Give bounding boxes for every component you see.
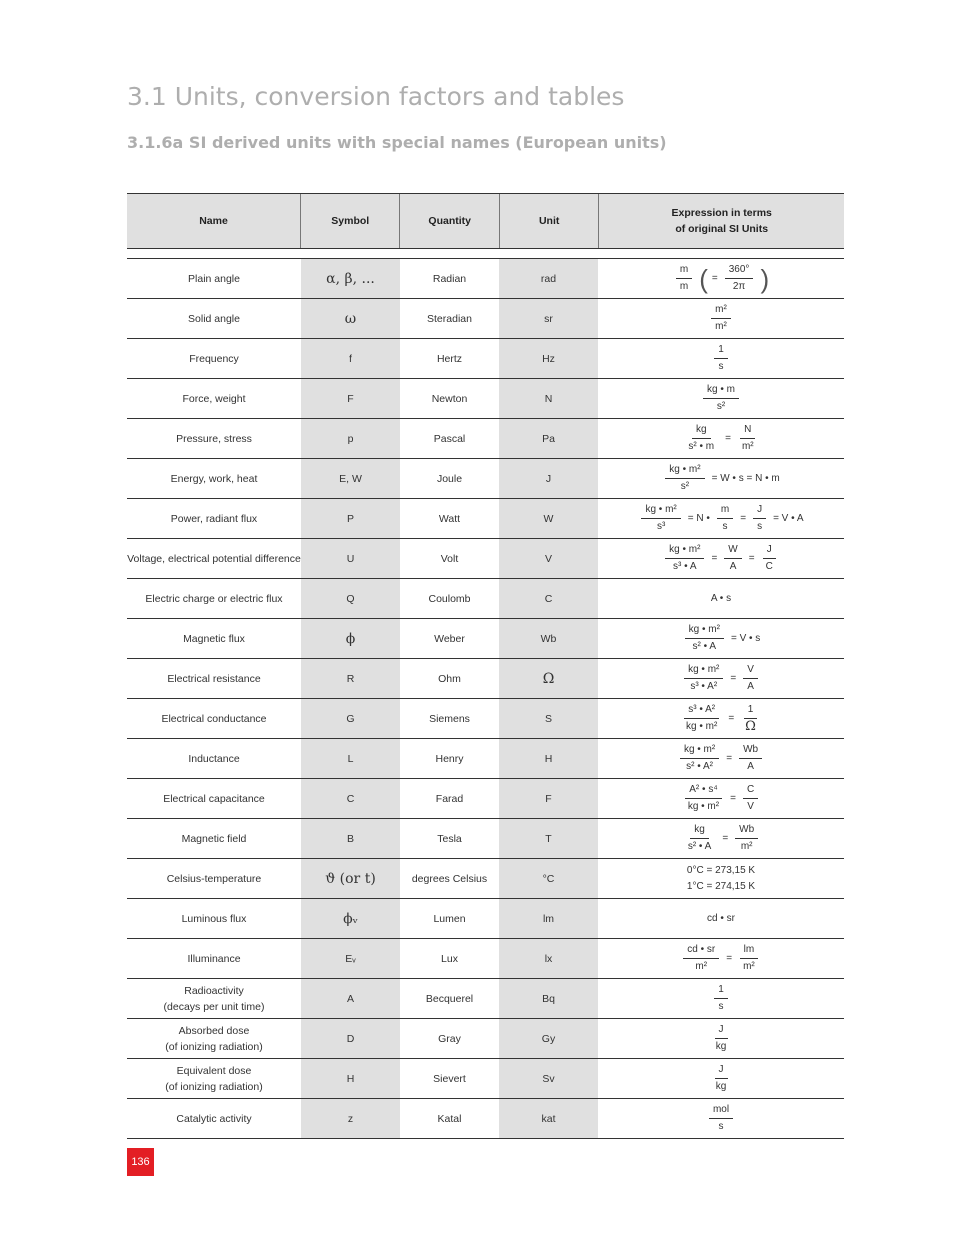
fraction bbox=[743, 783, 758, 814]
fraction bbox=[738, 423, 758, 454]
fraction bbox=[684, 783, 723, 814]
cell-symbol: P bbox=[301, 499, 400, 538]
table-row bbox=[127, 739, 844, 779]
cell-symbol: U bbox=[301, 539, 400, 578]
expression-text: = bbox=[711, 272, 718, 284]
cell-quantity: Joule bbox=[436, 472, 463, 485]
fraction bbox=[743, 663, 758, 694]
cell-symbol: ϕᵥ bbox=[301, 899, 400, 938]
fraction-numerator: kg • m² bbox=[665, 543, 704, 559]
cell-unit: °C bbox=[499, 859, 598, 898]
fraction-numerator: Wb bbox=[739, 743, 762, 759]
cell-unit: lm bbox=[499, 899, 598, 938]
expression-text: = W • s = N • m bbox=[711, 472, 780, 484]
expression-text: = V • A bbox=[773, 512, 804, 524]
fraction-numerator: J bbox=[763, 543, 776, 559]
fraction bbox=[712, 1023, 731, 1054]
cell-symbol: p bbox=[301, 419, 400, 458]
fraction-denominator: s bbox=[718, 1121, 724, 1132]
table-row bbox=[127, 859, 844, 899]
cell-unit: Sv bbox=[499, 1059, 598, 1098]
cell-expression bbox=[598, 819, 844, 858]
cell-name: Magnetic flux bbox=[183, 632, 245, 645]
si-units-table bbox=[127, 193, 844, 1139]
column-header-quantity: Quantity bbox=[399, 194, 498, 248]
fraction bbox=[714, 983, 728, 1014]
cell-quantity: Ohm bbox=[438, 672, 461, 685]
expression-text: = bbox=[730, 792, 736, 804]
cell-symbol: C bbox=[301, 779, 400, 818]
expression-text: = V • s bbox=[730, 632, 761, 644]
cell-unit: W bbox=[499, 499, 598, 538]
page-title: 3.1 Units, conversion factors and tables bbox=[127, 82, 625, 111]
cell-quantity: Tesla bbox=[437, 832, 462, 845]
cell-expression bbox=[598, 499, 844, 538]
si-expression bbox=[711, 343, 731, 374]
si-expression bbox=[681, 663, 761, 694]
cell-unit: Wb bbox=[499, 619, 598, 658]
fraction bbox=[684, 823, 716, 854]
table-row bbox=[127, 699, 844, 739]
table-row bbox=[127, 899, 844, 939]
fraction-denominator: kg • m² bbox=[687, 801, 720, 812]
expression-text: A • s bbox=[710, 592, 732, 604]
expression-text: = bbox=[726, 752, 733, 764]
si-expression bbox=[708, 303, 734, 334]
si-expression bbox=[706, 1103, 736, 1134]
si-expression bbox=[680, 943, 761, 974]
fraction-numerator: s³ • A² bbox=[684, 703, 719, 719]
si-expression bbox=[709, 1063, 734, 1094]
cell-quantity: Newton bbox=[431, 392, 468, 405]
cell-name: Solid angle bbox=[188, 312, 240, 325]
cell-unit: lx bbox=[499, 939, 598, 978]
fraction bbox=[709, 1103, 733, 1134]
cell-name: Voltage, electrical potential difference bbox=[127, 552, 301, 565]
cell-expression bbox=[598, 1059, 844, 1098]
fraction bbox=[703, 383, 739, 414]
si-expression bbox=[682, 623, 761, 654]
table-row bbox=[127, 379, 844, 419]
table-body bbox=[127, 259, 844, 1139]
cell-name: Electrical conductance bbox=[161, 712, 267, 725]
expression-text: = bbox=[726, 952, 733, 964]
cell-unit: H bbox=[499, 739, 598, 778]
si-expression bbox=[709, 1023, 734, 1054]
cell-unit: N bbox=[499, 379, 598, 418]
fraction-numerator: V bbox=[743, 663, 758, 679]
cell-quantity: Lux bbox=[441, 952, 458, 965]
fraction-denominator: s² • m bbox=[688, 441, 715, 452]
cell-symbol: Eᵥ bbox=[301, 939, 400, 978]
cell-symbol: α, β, ... bbox=[301, 259, 400, 298]
fraction-denominator: A bbox=[747, 761, 754, 772]
cell-quantity: Pascal bbox=[433, 432, 466, 445]
fraction-denominator: s³ • A² bbox=[690, 681, 718, 692]
cell-expression bbox=[598, 1099, 844, 1138]
cell-name: Electrical resistance bbox=[167, 672, 261, 685]
cell-quantity: Steradian bbox=[427, 312, 472, 325]
cell-unit: F bbox=[499, 779, 598, 818]
column-header-expression: Expression in terms of original SI Units bbox=[598, 194, 844, 248]
si-expression bbox=[681, 823, 761, 854]
si-expression bbox=[673, 263, 769, 294]
fraction bbox=[735, 823, 758, 854]
cell-expression bbox=[598, 859, 844, 898]
cell-quantity: Volt bbox=[440, 552, 459, 565]
fraction-denominator: s² bbox=[680, 481, 690, 492]
cell-quantity: Gray bbox=[438, 1032, 461, 1045]
table-row bbox=[127, 499, 844, 539]
fraction-numerator: kg • m² bbox=[641, 503, 680, 519]
cell-expression bbox=[598, 659, 844, 698]
cell-unit: C bbox=[499, 579, 598, 618]
fraction bbox=[739, 943, 759, 974]
cell-quantity: Hertz bbox=[436, 352, 463, 365]
fraction bbox=[682, 703, 721, 734]
fraction-numerator: kg • m² bbox=[665, 463, 704, 479]
cell-quantity: Radian bbox=[432, 272, 467, 285]
si-expression bbox=[662, 543, 780, 574]
cell-symbol: B bbox=[301, 819, 400, 858]
fraction-denominator: kg bbox=[715, 1081, 727, 1092]
expression-text: = bbox=[730, 672, 737, 684]
fraction bbox=[683, 943, 719, 974]
si-expression bbox=[711, 983, 731, 1014]
cell-name: Luminous flux bbox=[181, 912, 247, 925]
cell-unit: S bbox=[499, 699, 598, 738]
cell-name: Force, weight bbox=[182, 392, 246, 405]
fraction-denominator: C bbox=[765, 561, 773, 572]
cell-name: Radioactivity (decays per unit time) bbox=[163, 984, 265, 1013]
cell-expression bbox=[598, 1019, 844, 1058]
table-row bbox=[127, 939, 844, 979]
cell-name: Electric charge or electric flux bbox=[145, 592, 283, 605]
fraction-denominator: m bbox=[679, 281, 689, 292]
table-row bbox=[127, 579, 844, 619]
fraction bbox=[711, 303, 731, 334]
fraction-numerator: 1 bbox=[714, 983, 728, 999]
cell-symbol: ω bbox=[301, 299, 400, 338]
fraction-numerator: 360° bbox=[725, 263, 754, 279]
fraction-denominator: s bbox=[722, 521, 728, 532]
fraction-denominator: s³ bbox=[656, 521, 666, 532]
fraction-numerator: m² bbox=[711, 303, 731, 319]
expression-text: cd • sr bbox=[707, 912, 735, 924]
cell-expression bbox=[598, 939, 844, 978]
fraction bbox=[684, 423, 718, 454]
cell-symbol: A bbox=[301, 979, 400, 1018]
cell-expression bbox=[598, 259, 844, 298]
si-expression bbox=[677, 743, 765, 774]
fraction bbox=[685, 623, 724, 654]
cell-unit: kat bbox=[499, 1099, 598, 1138]
cell-unit: V bbox=[499, 539, 598, 578]
cell-quantity: Weber bbox=[434, 632, 465, 645]
fraction bbox=[741, 703, 760, 734]
fraction-denominator: A bbox=[729, 561, 737, 572]
fraction bbox=[724, 543, 741, 574]
cell-symbol: E, W bbox=[301, 459, 400, 498]
cell-name: Equivalent dose (of ionizing radiation) bbox=[165, 1064, 263, 1093]
fraction bbox=[717, 503, 733, 534]
fraction-denominator: kg • m² bbox=[686, 721, 718, 732]
expression-text: = bbox=[748, 552, 755, 564]
cell-expression bbox=[598, 299, 844, 338]
cell-quantity: Lumen bbox=[433, 912, 466, 925]
fraction bbox=[753, 503, 766, 534]
cell-symbol: L bbox=[301, 739, 400, 778]
fraction-numerator: C bbox=[743, 783, 758, 799]
fraction-denominator: kg bbox=[715, 1041, 727, 1052]
table-row bbox=[127, 419, 844, 459]
table-row bbox=[127, 1099, 844, 1139]
fraction-numerator: lm bbox=[740, 943, 759, 959]
page-number: 136 bbox=[127, 1148, 154, 1176]
cell-name: Energy, work, heat bbox=[170, 472, 258, 485]
cell-quantity: degrees Celsius bbox=[411, 872, 488, 885]
table-header bbox=[127, 193, 844, 249]
fraction bbox=[665, 543, 704, 574]
fraction-denominator: V bbox=[747, 801, 754, 812]
fraction-denominator: A bbox=[747, 681, 754, 692]
table-row bbox=[127, 299, 844, 339]
cell-quantity: Siemens bbox=[429, 712, 470, 725]
parenthesis: ( bbox=[699, 263, 708, 294]
section-subtitle: 3.1.6a SI derived units with special names (European units) bbox=[127, 133, 667, 152]
fraction bbox=[676, 263, 692, 294]
cell-quantity: Farad bbox=[435, 792, 464, 805]
fraction-numerator: W bbox=[724, 543, 741, 559]
table-row bbox=[127, 1019, 844, 1059]
expression-text: = bbox=[725, 432, 731, 444]
fraction-denominator: s³ • A bbox=[673, 561, 697, 572]
table-row bbox=[127, 459, 844, 499]
fraction-denominator: 2π bbox=[732, 281, 746, 292]
fraction-numerator: J bbox=[715, 1063, 728, 1079]
fraction bbox=[762, 543, 777, 574]
fraction-numerator: kg bbox=[690, 823, 709, 839]
fraction-numerator: m bbox=[717, 503, 733, 519]
cell-unit: Pa bbox=[499, 419, 598, 458]
table-row bbox=[127, 1059, 844, 1099]
fraction-numerator: A² • s⁴ bbox=[685, 783, 721, 799]
cell-name: Illuminance bbox=[187, 952, 241, 965]
cell-symbol: F bbox=[301, 379, 400, 418]
cell-symbol: R bbox=[301, 659, 400, 698]
cell-expression bbox=[598, 619, 844, 658]
cell-quantity: Henry bbox=[435, 752, 464, 765]
cell-name: Frequency bbox=[189, 352, 239, 365]
si-expression bbox=[681, 423, 760, 454]
fraction-numerator: kg • m² bbox=[680, 743, 719, 759]
table-row bbox=[127, 259, 844, 299]
expression-text: 0°C = 273,15 K 1°C = 274,15 K bbox=[686, 864, 756, 892]
si-expression bbox=[711, 591, 731, 607]
column-header-name: Name bbox=[199, 215, 228, 227]
cell-expression bbox=[598, 699, 844, 738]
cell-symbol: ϕ bbox=[301, 619, 400, 658]
cell-name: Celsius-temperature bbox=[166, 872, 262, 885]
cell-symbol: z bbox=[301, 1099, 400, 1138]
fraction-numerator: Wb bbox=[735, 823, 758, 839]
fraction-numerator: kg • m bbox=[703, 383, 739, 399]
cell-symbol: ϑ (or t) bbox=[301, 859, 400, 898]
fraction-denominator: m² bbox=[740, 841, 753, 852]
cell-unit: sr bbox=[499, 299, 598, 338]
cell-expression bbox=[598, 979, 844, 1018]
fraction-numerator: kg bbox=[692, 423, 711, 439]
fraction-numerator: 1 bbox=[744, 703, 758, 719]
fraction-denominator: s² • A² bbox=[686, 761, 713, 772]
si-expression bbox=[707, 911, 735, 927]
si-expression bbox=[638, 503, 803, 534]
fraction-denominator: s² • A bbox=[687, 841, 712, 852]
cell-unit: rad bbox=[499, 259, 598, 298]
fraction bbox=[641, 503, 680, 534]
si-expression bbox=[679, 703, 763, 734]
cell-expression bbox=[598, 779, 844, 818]
fraction-numerator: N bbox=[740, 423, 755, 439]
fraction bbox=[680, 743, 719, 774]
header-separator bbox=[127, 249, 844, 259]
fraction-numerator: mol bbox=[709, 1103, 733, 1119]
fraction-denominator: m² bbox=[743, 961, 755, 972]
cell-symbol: D bbox=[301, 1019, 400, 1058]
cell-expression bbox=[598, 539, 844, 578]
table-row bbox=[127, 339, 844, 379]
cell-symbol: f bbox=[301, 339, 400, 378]
fraction bbox=[714, 343, 728, 374]
expression-text: = bbox=[722, 832, 729, 844]
cell-quantity: Katal bbox=[437, 1112, 462, 1125]
si-expression bbox=[687, 863, 755, 895]
cell-unit: Ω bbox=[499, 659, 598, 698]
fraction bbox=[725, 263, 754, 294]
cell-symbol: G bbox=[301, 699, 400, 738]
cell-name: Power, radiant flux bbox=[170, 512, 258, 525]
fraction-numerator: kg • m² bbox=[685, 623, 724, 639]
cell-name: Inductance bbox=[188, 752, 240, 765]
cell-name: Catalytic activity bbox=[176, 1112, 252, 1125]
cell-unit: J bbox=[499, 459, 598, 498]
fraction-numerator: kg • m² bbox=[684, 663, 723, 679]
si-expression bbox=[700, 383, 742, 414]
fraction-denominator: m² bbox=[741, 441, 754, 452]
table-row bbox=[127, 779, 844, 819]
cell-expression bbox=[598, 379, 844, 418]
cell-expression bbox=[598, 899, 844, 938]
parenthesis: ) bbox=[760, 263, 770, 294]
cell-unit: Bq bbox=[499, 979, 598, 1018]
fraction bbox=[684, 663, 723, 694]
table-row bbox=[127, 819, 844, 859]
cell-unit: T bbox=[499, 819, 598, 858]
fraction bbox=[665, 463, 704, 494]
cell-quantity: Watt bbox=[438, 512, 461, 525]
fraction bbox=[712, 1063, 731, 1094]
table-row bbox=[127, 619, 844, 659]
cell-name: Magnetic field bbox=[181, 832, 247, 845]
fraction-numerator: J bbox=[753, 503, 766, 519]
expression-text: = bbox=[728, 712, 735, 724]
fraction bbox=[739, 743, 762, 774]
fraction-denominator: m² bbox=[715, 321, 727, 332]
si-expression bbox=[662, 463, 779, 494]
cell-expression bbox=[598, 579, 844, 618]
fraction-numerator: cd • sr bbox=[683, 943, 719, 959]
fraction-denominator: Ω bbox=[745, 719, 756, 734]
fraction-numerator: 1 bbox=[714, 343, 728, 359]
column-header-unit: Unit bbox=[499, 194, 598, 248]
fraction-denominator: s bbox=[718, 1001, 724, 1012]
cell-symbol: Q bbox=[301, 579, 400, 618]
expression-text: = N • bbox=[687, 512, 710, 524]
cell-expression bbox=[598, 459, 844, 498]
fraction-numerator: m bbox=[676, 263, 692, 279]
fraction-denominator: s bbox=[757, 521, 763, 532]
expression-text: = bbox=[740, 512, 747, 524]
expression-text: = bbox=[711, 552, 718, 564]
column-header-symbol: Symbol bbox=[300, 194, 399, 248]
fraction-numerator: J bbox=[715, 1023, 728, 1039]
cell-symbol: H bbox=[301, 1059, 400, 1098]
cell-expression bbox=[598, 339, 844, 378]
cell-name: Absorbed dose (of ionizing radiation) bbox=[165, 1024, 263, 1053]
cell-quantity: Becquerel bbox=[425, 992, 474, 1005]
cell-unit: Gy bbox=[499, 1019, 598, 1058]
cell-quantity: Coulomb bbox=[428, 592, 471, 605]
fraction-denominator: s² bbox=[716, 401, 726, 412]
cell-quantity: Sievert bbox=[433, 1072, 466, 1085]
cell-name: Pressure, stress bbox=[176, 432, 252, 445]
cell-unit: Hz bbox=[499, 339, 598, 378]
cell-name: Electrical capacitance bbox=[163, 792, 265, 805]
table-row bbox=[127, 539, 844, 579]
cell-expression bbox=[598, 419, 844, 458]
si-expression bbox=[681, 783, 761, 814]
cell-expression bbox=[598, 739, 844, 778]
table-row bbox=[127, 979, 844, 1019]
fraction-denominator: s bbox=[718, 361, 724, 372]
table-row bbox=[127, 659, 844, 699]
fraction-denominator: s² • A bbox=[692, 641, 717, 652]
fraction-denominator: m² bbox=[695, 961, 708, 972]
cell-name: Plain angle bbox=[188, 272, 240, 285]
